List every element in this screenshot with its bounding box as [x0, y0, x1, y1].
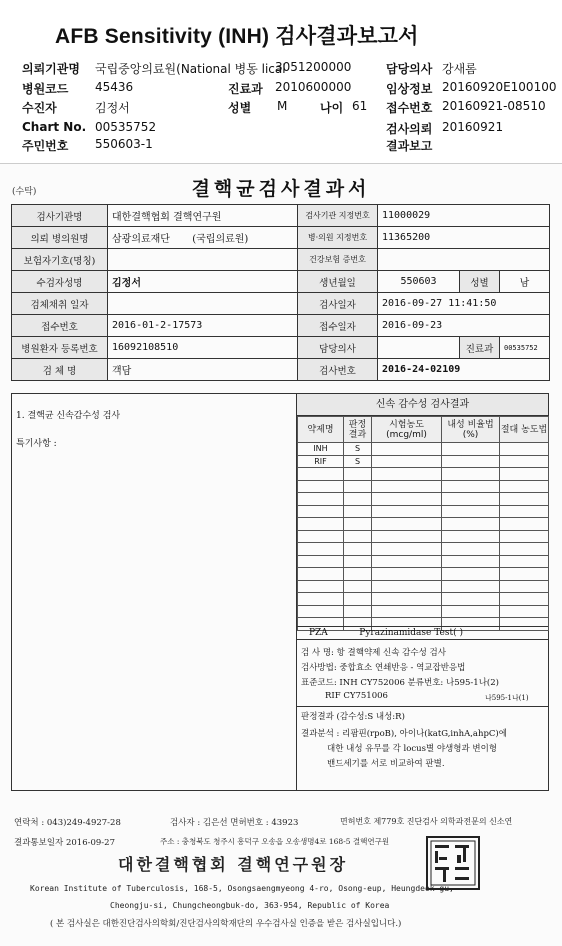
test-item: 1. 결핵균 신속감수성 검사: [16, 411, 121, 421]
report-date: 결과통보일자 2016-09-27: [14, 838, 115, 848]
address-english-1: Korean Institute of Tuberculosis, 168-5, Osongsaengmyeong 4-ro, Osong-eup, Heungdeok-gu,: [30, 884, 454, 893]
table-row: [12, 293, 550, 315]
pza-row: [297, 626, 548, 640]
cell-value: [108, 227, 298, 249]
table-row: [12, 359, 550, 381]
cell-label: 접수일자: [298, 315, 378, 337]
chart-label: Chart No.: [22, 120, 87, 134]
standard-code-rif: RIF CY751006: [325, 691, 388, 701]
cell-value: 16092108510: [108, 337, 298, 359]
cell-label: 검사일자: [298, 293, 378, 315]
patient-info-table: [11, 204, 550, 381]
cell-label: 담당의사: [298, 337, 378, 359]
table-row: [298, 455, 549, 468]
analysis-line: 밴드세기를 서로 비교하여 판별.: [327, 759, 445, 769]
cell-label: 검사번호: [298, 359, 378, 381]
cell-value: 2016-09-27 11:41:50: [378, 293, 550, 315]
cell-value: 2016-09-23: [378, 315, 550, 337]
hosp-code-label: 병원코드: [22, 82, 69, 96]
cell-label: 수검자성명: [12, 271, 108, 293]
recipient-label: 수진자: [22, 101, 57, 115]
cell-label: 건강보험 증번호: [298, 249, 378, 271]
document-title: 결핵균검사결과서: [191, 178, 371, 200]
pza-text: Pyrazinamidase Test( ): [359, 628, 463, 638]
resident-label: 주민번호: [22, 139, 69, 153]
receipt-label: 접수번호: [386, 101, 433, 115]
cell-value: 550603: [378, 271, 460, 293]
contact-info: 연락처 : 043)249-4927-28: [14, 818, 121, 828]
table-row: [12, 205, 550, 227]
drug-name: INH: [298, 443, 344, 456]
cell-value: 11000029: [378, 205, 550, 227]
document-type: (수탁): [12, 187, 37, 197]
table-header-row: [298, 417, 549, 443]
cell-label: 진료과: [460, 337, 500, 359]
test-notes-panel: [12, 394, 297, 790]
resident-value: 550603-1: [95, 137, 153, 151]
cell-value: [378, 249, 550, 271]
rapid-test-panel: [297, 394, 548, 790]
sex-value: M: [277, 99, 288, 113]
org-label: 의뢰기관명: [22, 62, 80, 76]
institute-name: 대한결핵협회 결핵연구원장: [118, 855, 349, 874]
doctor-label: 담당의사: [386, 62, 433, 76]
judgement-legend: 판정결과 (감수성:S 내성:R): [301, 712, 405, 722]
cell-value: 2016-01-2-17573: [108, 315, 298, 337]
ward-value: 3051200000: [275, 60, 352, 74]
cell-label: 성별: [460, 271, 500, 293]
drug-result: S: [344, 455, 372, 468]
chart-value: 00535752: [95, 120, 157, 134]
cell-label: 생년월일: [298, 271, 378, 293]
column-header: 약제명: [298, 417, 344, 443]
cell-value: 2016-24-02109: [378, 359, 550, 381]
table-row: [12, 337, 550, 359]
address-korean: 주소 : 충청북도 청주시 흥덕구 오송읍 오송생명4로 168-5 결핵연구원: [160, 837, 390, 846]
cell-value: 객담: [108, 359, 298, 381]
cell-label: 접수번호: [12, 315, 108, 337]
classification-rif: 나595-1나(1): [485, 694, 529, 702]
table-row: [298, 443, 549, 456]
standard-code: 표준코드: INH CY752006 분류번호: 나595-1나(2): [301, 678, 499, 688]
drug-result-table: [297, 416, 549, 631]
sex-label: 성별: [228, 101, 252, 115]
doctor-value: 강새롬: [442, 62, 477, 76]
cell-value: 김정서: [108, 271, 298, 293]
seal-icon: [425, 835, 481, 891]
request-label: 검사의뢰: [386, 122, 433, 136]
table-row: [12, 249, 550, 271]
cell-value: 남: [500, 271, 550, 293]
cell-label: 병원환자 등록번호: [12, 337, 108, 359]
examiner-info: 검사자 : 김은선 면허번호 : 43923: [170, 818, 299, 828]
cell-value: 11365200: [378, 227, 550, 249]
column-header: 시험농도 (mcg/ml): [372, 417, 442, 443]
analysis-line: 결과분석 : 리팜핀(rpoB), 아이나(katG,inhA,ahpC)에: [301, 729, 507, 739]
method-procedure: 검사방법: 중합효소 연쇄반응 - 역교잡반응법: [301, 663, 466, 673]
cell-label: 보험자기호(명칭): [12, 249, 108, 271]
cell-label: 의뢰 병의원명: [12, 227, 108, 249]
column-header: 절대 농도법: [500, 417, 549, 443]
column-header: 내성 비율법(%): [442, 417, 500, 443]
cell-value: [378, 337, 460, 359]
cell-label: 검사기관명: [12, 205, 108, 227]
report-header: [0, 0, 562, 160]
drug-result: S: [344, 443, 372, 456]
request-value: 20160921: [442, 120, 504, 134]
column-header: 판정 결과: [344, 417, 372, 443]
hospital-name: 삼광의료재단: [112, 234, 170, 245]
cell-value: 대한결핵협회 결핵연구원: [108, 205, 298, 227]
report-label: 결과보고: [386, 139, 433, 153]
clinic-value: 20160920E100100: [442, 80, 557, 94]
age-value: 61: [352, 99, 368, 113]
license-info: 면허번호 제779호 진단검사 의학과전문의 신소연: [340, 817, 513, 826]
address-english-2: Cheongju-si, Chungcheongbuk-do, 363-954, Republic of Korea: [110, 901, 390, 910]
test-result-section: [11, 393, 549, 791]
cell-label: 검체채취 일자: [12, 293, 108, 315]
pza-label: PZA: [309, 628, 328, 638]
cell-label: 병·의원 지정번호: [298, 227, 378, 249]
cell-value: [108, 249, 298, 271]
cell-label: 검사기관 지정번호: [298, 205, 378, 227]
cell-label: 검 체 명: [12, 359, 108, 381]
rapid-test-title: 신속 감수성 검사결과: [297, 394, 548, 416]
analysis-line: 대한 내성 유무를 각 locus별 야생형과 변이형: [327, 744, 498, 754]
table-row: [12, 271, 550, 293]
hosp-code-value: 45436: [95, 80, 134, 94]
method-name: 검 사 명: 항 결핵약제 신속 감수성 검사: [301, 648, 446, 658]
report-title: AFB Sensitivity (INH) 검사결과보고서: [55, 25, 419, 48]
receipt-value: 20160921-08510: [442, 99, 546, 113]
cell-value: 00535752: [500, 337, 550, 359]
scanned-result-document: [0, 163, 562, 946]
table-row: [12, 227, 550, 249]
dept-label: 진료과: [228, 82, 263, 96]
official-seal: [425, 835, 481, 891]
recipient-value: 김정서: [95, 101, 130, 115]
drug-name: RIF: [298, 455, 344, 468]
special-note-label: 특기사항 :: [16, 439, 57, 449]
dept-value: 2010600000: [275, 80, 352, 94]
cell-value: [108, 293, 298, 315]
age-label: 나이: [320, 101, 344, 115]
org-value: 국립중앙의료원(National 병동 lical: [95, 62, 286, 76]
clinic-label: 임상정보: [386, 82, 433, 96]
certification-note: ( 본 검사실은 대한진단검사의학회/진단검사의학재단의 우수검사실 인증을 받은 검사실입니다.): [50, 919, 402, 929]
table-row: [12, 315, 550, 337]
hospital-extra: (국립의료원): [192, 234, 249, 245]
